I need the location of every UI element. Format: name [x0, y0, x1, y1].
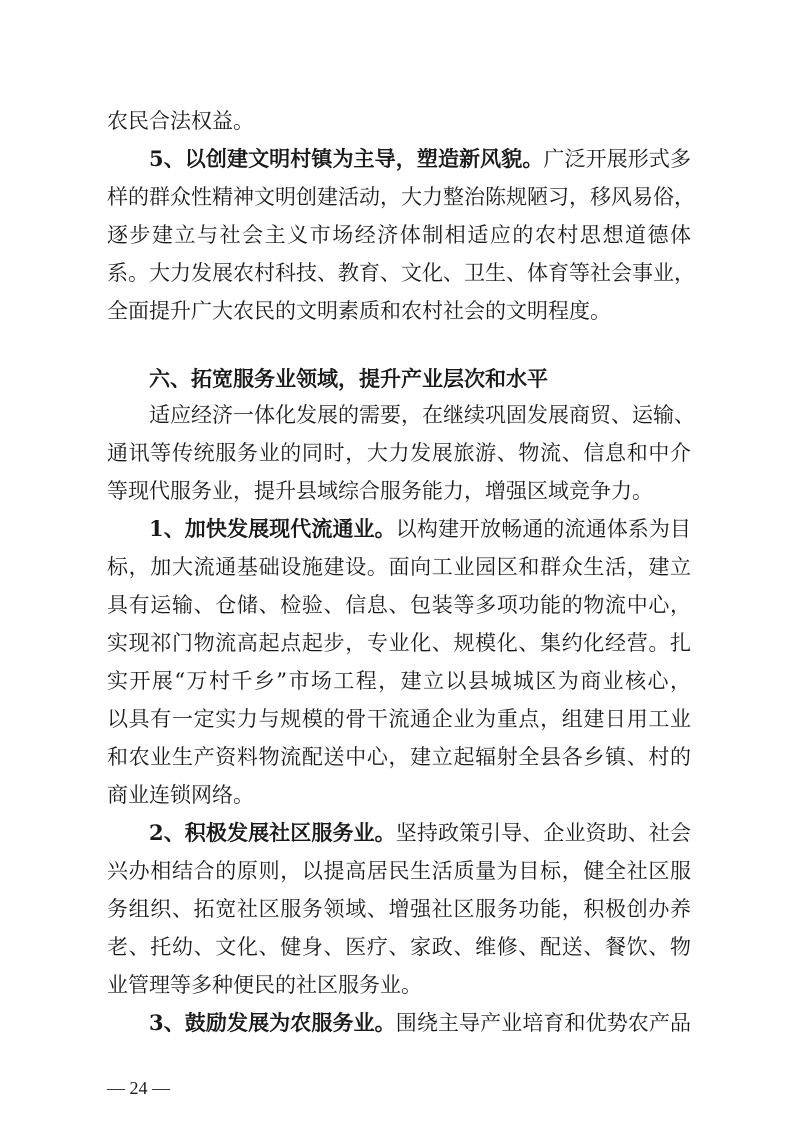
paragraph-line: 具有运输、仓储、检验、信息、包装等多项功能的物流中心， [107, 593, 691, 617]
paragraph-line [149, 1008, 691, 1038]
paragraph-line: 务组织、拓宽社区服务领域、增强社区服务功能，积极创办养 [107, 897, 691, 921]
paragraph-line [149, 514, 691, 544]
paragraph-line [149, 818, 691, 848]
paragraph-lead: 1、加快发展现代流通业。 [149, 516, 396, 541]
paragraph-line: 兴办相结合的原则，以提高居民生活质量为目标，健全社区服 [107, 859, 691, 883]
paragraph-line: 样的群众性精神文明创建活动，大力整治陈规陋习，移风易俗， [107, 185, 695, 209]
paragraph-lead: 2、积极发展社区服务业。 [149, 820, 396, 845]
paragraph-line: 适应经济一体化发展的需要，在继续巩固发展商贸、运输、 [149, 403, 695, 427]
paragraph-text: 围绕主导产业培育和优势农产品 [395, 1011, 691, 1035]
section-heading: 六、拓宽服务业领域，提升产业层次和水平 [149, 366, 548, 391]
paragraph-line: 商业连锁网络。 [107, 783, 254, 807]
paragraph-line: 通讯等传统服务业的同时，大力发展旅游、物流、信息和中介 [107, 441, 691, 465]
paragraph-line: 逐步建立与社会主义市场经济体制相适应的农村思想道德体 [107, 223, 691, 247]
paragraph-line: 实现祁门物流高起点起步，专业化、规模化、集约化经营。扎 [107, 631, 691, 655]
paragraph-lead: 3、鼓励发展为农服务业。 [149, 1010, 396, 1035]
paragraph-text: 广泛开展形式多 [543, 147, 691, 171]
paragraph-text: 以构建开放畅通的流通体系为目 [395, 517, 691, 541]
paragraph-line: 实开展“万村千乡”市场工程，建立以县城城区为商业核心， [107, 669, 691, 693]
paragraph-line: 标，加大流通基础设施建设。面向工业园区和群众生活，建立 [107, 555, 691, 579]
paragraph-line: 农民合法权益。 [107, 109, 254, 133]
paragraph-line: 业管理等多种便民的社区服务业。 [107, 973, 422, 997]
paragraph-line: 以具有一定实力与规模的骨干流通企业为重点，组建日用工业 [107, 707, 691, 731]
page-number: — 24 — [107, 1078, 170, 1098]
paragraph-lead: 5、以创建文明村镇为主导，塑造新风貌。 [149, 146, 544, 171]
paragraph-line: 老、托幼、文化、健身、医疗、家政、维修、配送、餐饮、物 [107, 935, 691, 959]
paragraph-line: 系。大力发展农村科技、教育、文化、卫生、体育等社会事业， [107, 261, 695, 285]
paragraph-line: 等现代服务业，提升县域综合服务能力，增强区域竞争力。 [107, 479, 653, 503]
paragraph-line: 全面提升广大农民的文明素质和农村社会的文明程度。 [107, 299, 611, 323]
paragraph-text: 坚持政策引导、企业资助、社会 [395, 821, 691, 845]
paragraph-line [149, 144, 691, 174]
paragraph-line: 和农业生产资料物流配送中心，建立起辐射全县各乡镇、村的 [107, 745, 691, 769]
